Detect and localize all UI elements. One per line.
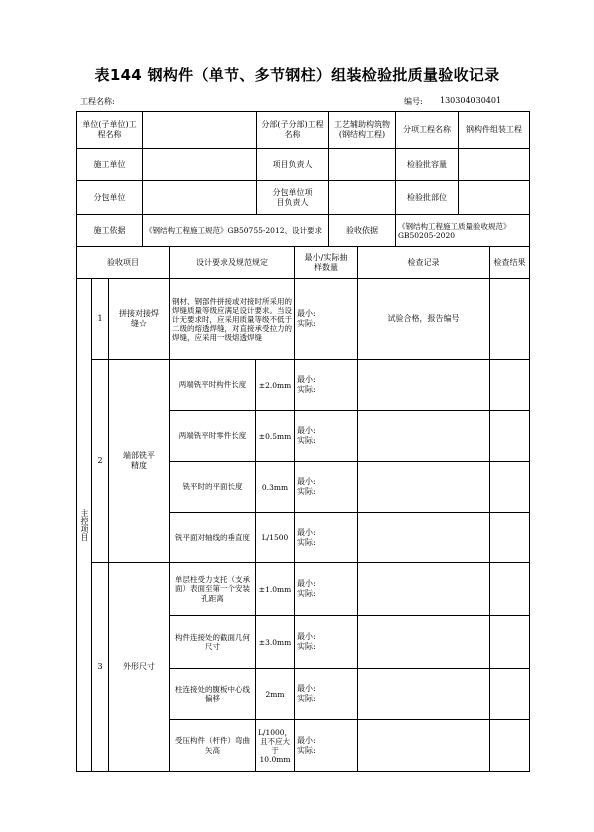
- construction-basis-value: 《钢结构工程施工规范》GB50755-2012、设计要求: [142, 214, 329, 247]
- record-cell[interactable]: [357, 562, 490, 616]
- item-name-label: 分项工程名称: [395, 111, 459, 149]
- tolerance-value: 2mm: [255, 668, 295, 720]
- project-manager-value[interactable]: [328, 148, 396, 181]
- sample-cell[interactable]: [294, 410, 358, 462]
- tolerance-value: ±2.0mm: [255, 359, 295, 411]
- acceptance-basis-label: 验收依据: [328, 214, 396, 247]
- code-label: 编号:: [404, 97, 423, 106]
- sample-cell[interactable]: [294, 562, 358, 616]
- batch-size-value[interactable]: [458, 148, 530, 181]
- actual-label: 实际:: [297, 642, 316, 651]
- min-label: 最小:: [297, 632, 316, 641]
- min-label: 最小:: [297, 309, 316, 318]
- tolerance-value: ±3.0mm: [255, 615, 295, 669]
- check-item-name: 受压构件（杆件）弯曲矢高: [169, 719, 256, 772]
- sample-cell[interactable]: [294, 359, 358, 411]
- check-item-name: 铣平面对轴线的垂直度: [169, 512, 256, 563]
- tolerance-value: ±0.5mm: [255, 410, 295, 462]
- page-title: 表144 钢构件（单节、多节钢柱）组装检验批质量验收记录: [94, 66, 500, 84]
- check-item-name: 柱连接处的腹板中心线偏移: [169, 668, 256, 720]
- actual-label: 实际:: [297, 694, 316, 703]
- col-result: 检查结果: [489, 246, 530, 279]
- check-item-name: 铣平时的平面长度: [169, 461, 256, 513]
- result-cell[interactable]: [489, 719, 530, 772]
- actual-label: 实际:: [297, 385, 316, 394]
- result-cell[interactable]: [489, 410, 530, 462]
- code-value: 130304030401: [440, 96, 502, 105]
- actual-label: 实际:: [297, 319, 316, 328]
- col-items: 验收项目: [76, 246, 170, 279]
- min-label: 最小:: [297, 579, 316, 588]
- batch-location-value[interactable]: [458, 180, 530, 215]
- row1-name: 拼接对接焊缝☆: [108, 278, 170, 360]
- min-label: 最小:: [297, 735, 316, 745]
- row1-record[interactable]: 试验合格，报告编号: [357, 278, 490, 360]
- construction-basis-label: 施工依据: [76, 214, 143, 247]
- record-cell[interactable]: [357, 410, 490, 462]
- sub-pm-value[interactable]: [328, 180, 396, 215]
- actual-label: 实际:: [297, 745, 316, 755]
- sample-cell[interactable]: [294, 719, 358, 772]
- actual-label: 实际:: [297, 487, 316, 496]
- project-manager-label: 项目负责人: [256, 148, 329, 181]
- unit-name-value[interactable]: [142, 111, 257, 149]
- record-cell[interactable]: [357, 512, 490, 563]
- sample-cell[interactable]: [294, 668, 358, 720]
- row1-sample[interactable]: [294, 278, 358, 360]
- row1-requirement: 钢材、钢部件拼接或对接时所采用的焊缝质量等级应满足设计要求。当设计无要求时，应采用质量等级不低于二级的熔透焊缝，对直接承受拉力的焊缝，应采用一级熔透焊缝: [169, 278, 295, 360]
- col-sample: 最小/实际抽样数量: [294, 246, 358, 279]
- record-cell[interactable]: [357, 668, 490, 720]
- min-label: 最小:: [297, 375, 316, 384]
- sub-pm-label: 分包单位项目负责人: [256, 180, 329, 215]
- result-cell[interactable]: [489, 668, 530, 720]
- item-name-value: 钢构件组装工程: [458, 111, 530, 149]
- unit-name-label: 单位(子单位)工程名称: [76, 111, 143, 149]
- group3-no: 3: [91, 562, 109, 772]
- min-label: 最小:: [297, 684, 316, 693]
- check-item-name: 两端铣平时构件长度: [169, 359, 256, 411]
- group3-name: 外形尺寸: [108, 562, 170, 772]
- acceptance-basis-value: 《钢结构工程施工质量验收规范》GB50205-2020: [395, 214, 530, 247]
- col-record: 检查记录: [357, 246, 490, 279]
- col-requirements: 设计要求及规范规定: [169, 246, 295, 279]
- tolerance-value: ±1.0mm: [255, 562, 295, 616]
- row1-result[interactable]: [489, 278, 530, 360]
- tolerance-value: L/1000，且不应大于10.0mm: [255, 719, 295, 772]
- result-cell[interactable]: [489, 562, 530, 616]
- check-item-name: 构件连接处的截面几何尺寸: [169, 615, 256, 669]
- record-cell[interactable]: [357, 359, 490, 411]
- subcontractor-value[interactable]: [142, 180, 257, 215]
- main-control-label: 主控项目: [76, 278, 92, 772]
- result-cell[interactable]: [489, 461, 530, 513]
- batch-location-label: 检验批部位: [395, 180, 459, 215]
- subcontractor-label: 分包单位: [76, 180, 143, 215]
- batch-size-label: 检验批容量: [395, 148, 459, 181]
- min-label: 最小:: [297, 527, 316, 537]
- sample-cell[interactable]: [294, 461, 358, 513]
- tolerance-value: L/1500: [255, 512, 295, 563]
- sample-cell[interactable]: [294, 512, 358, 563]
- actual-label: 实际:: [297, 589, 316, 598]
- actual-label: 实际:: [297, 436, 316, 445]
- group2-no: 2: [91, 359, 109, 563]
- record-cell[interactable]: [357, 719, 490, 772]
- check-item-name: 两端铣平时零件长度: [169, 410, 256, 462]
- min-label: 最小:: [297, 477, 316, 486]
- result-cell[interactable]: [489, 615, 530, 669]
- contractor-value[interactable]: [142, 148, 257, 181]
- sample-cell[interactable]: [294, 615, 358, 669]
- result-cell[interactable]: [489, 512, 530, 563]
- tolerance-value: 0.3mm: [255, 461, 295, 513]
- subdivision-label: 分部(子分部)工程名称: [256, 111, 329, 149]
- project-name-label: 工程名称:: [80, 97, 115, 106]
- min-label: 最小:: [297, 426, 316, 435]
- check-item-name: 单层柱受力支托（支承面）表面至第一个安装孔距离: [169, 562, 256, 616]
- subdivision-value: 工艺辅助构筑物(钢结构工程): [328, 111, 396, 149]
- contractor-label: 施工单位: [76, 148, 143, 181]
- group2-name: 端部铣平精度: [108, 359, 170, 563]
- actual-label: 实际:: [297, 537, 316, 547]
- row1-no: 1: [91, 278, 109, 360]
- result-cell[interactable]: [489, 359, 530, 411]
- record-cell[interactable]: [357, 461, 490, 513]
- record-cell[interactable]: [357, 615, 490, 669]
